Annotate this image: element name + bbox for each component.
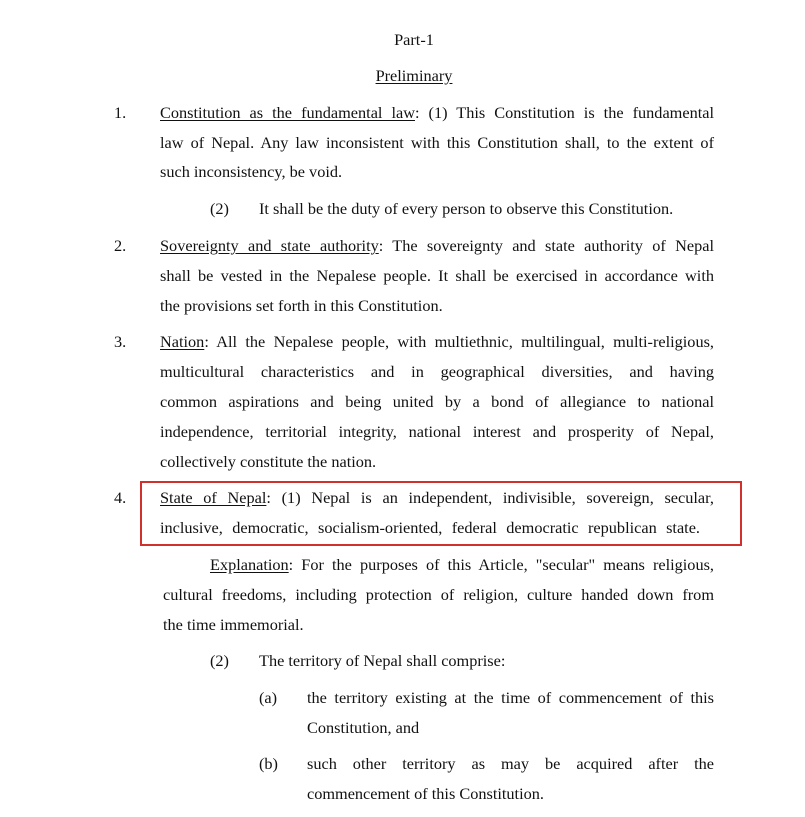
article-4-line-1 [160,483,714,513]
explanation-label: Explanation [210,555,289,574]
explanation-line-2: cultural freedoms, including protection of religion, culture handed down from [163,585,714,604]
item-a-line-2: Constitution, and [307,718,420,737]
article-2-title: Sovereignty and state authority [160,236,379,255]
article-3-line-5: collectively constitute the nation. [160,452,377,471]
part-heading: Preliminary [375,66,453,85]
part-label: Part-1 [394,30,434,49]
article-1-number: 1. [114,103,127,122]
explanation-text: : For the purposes of this Article, "secular" means religious, [288,555,714,574]
item-b-line-1: such other territory as may be acquired after the [307,754,714,773]
article-4-clause-2-text: The territory of Nepal shall comprise: [259,651,506,670]
article-2-text: : The sovereignty and state authority of Nepal [378,236,715,255]
item-a-line-1: the territory existing at the time of commencement of this [307,688,714,707]
article-4-line-2: inclusive, democratic, socialism-oriented, federal democratic republican state. [160,518,700,537]
item-b-number: (b) [259,754,278,773]
article-4-text: : (1) Nepal is an independent, indivisible, sovereign, secular, [266,488,714,507]
article-4-title: State of Nepal [160,488,267,507]
article-3-title: Nation [160,332,205,351]
article-2-line-1 [160,231,714,261]
item-a-number: (a) [259,688,278,707]
explanation-line-3: the time immemorial. [163,615,304,634]
article-2-number: 2. [114,236,127,255]
article-1-clause-2-text: It shall be the duty of every person to observe this Constitution. [259,199,674,218]
item-b-line-2: commencement of this Constitution. [307,784,544,803]
article-1-clause-2-number: (2) [210,199,229,218]
article-1-line-3: such inconsistency, be void. [160,162,343,181]
article-3-number: 3. [114,332,127,351]
article-3-line-4: independence, territorial integrity, national interest and prosperity of Nepal, [160,422,714,441]
explanation-line-1 [210,550,714,580]
article-4-number: 4. [114,488,127,507]
article-3-line-2: multicultural characteristics and in geographical diversities, and having [160,362,714,381]
article-1-line-1 [160,98,714,128]
article-1-title: Constitution as the fundamental law [160,103,415,122]
article-4-clause-2-number: (2) [210,651,229,670]
article-3-line-1 [160,327,714,357]
article-2-line-3: the provisions set forth in this Constitution. [160,296,443,315]
article-2-line-2: shall be vested in the Nepalese people. It shall be exercised in accordance with [160,266,714,285]
article-1-text: : (1) This Constitution is the fundamental [414,103,714,122]
article-3-text: : All the Nepalese people, with multiethnic, multilingual, multi-religious, [204,332,714,351]
article-1-line-2: law of Nepal. Any law inconsistent with this Constitution shall, to the extent of [160,133,714,152]
article-3-line-3: common aspirations and being united by a bond of allegiance to national [160,392,714,411]
